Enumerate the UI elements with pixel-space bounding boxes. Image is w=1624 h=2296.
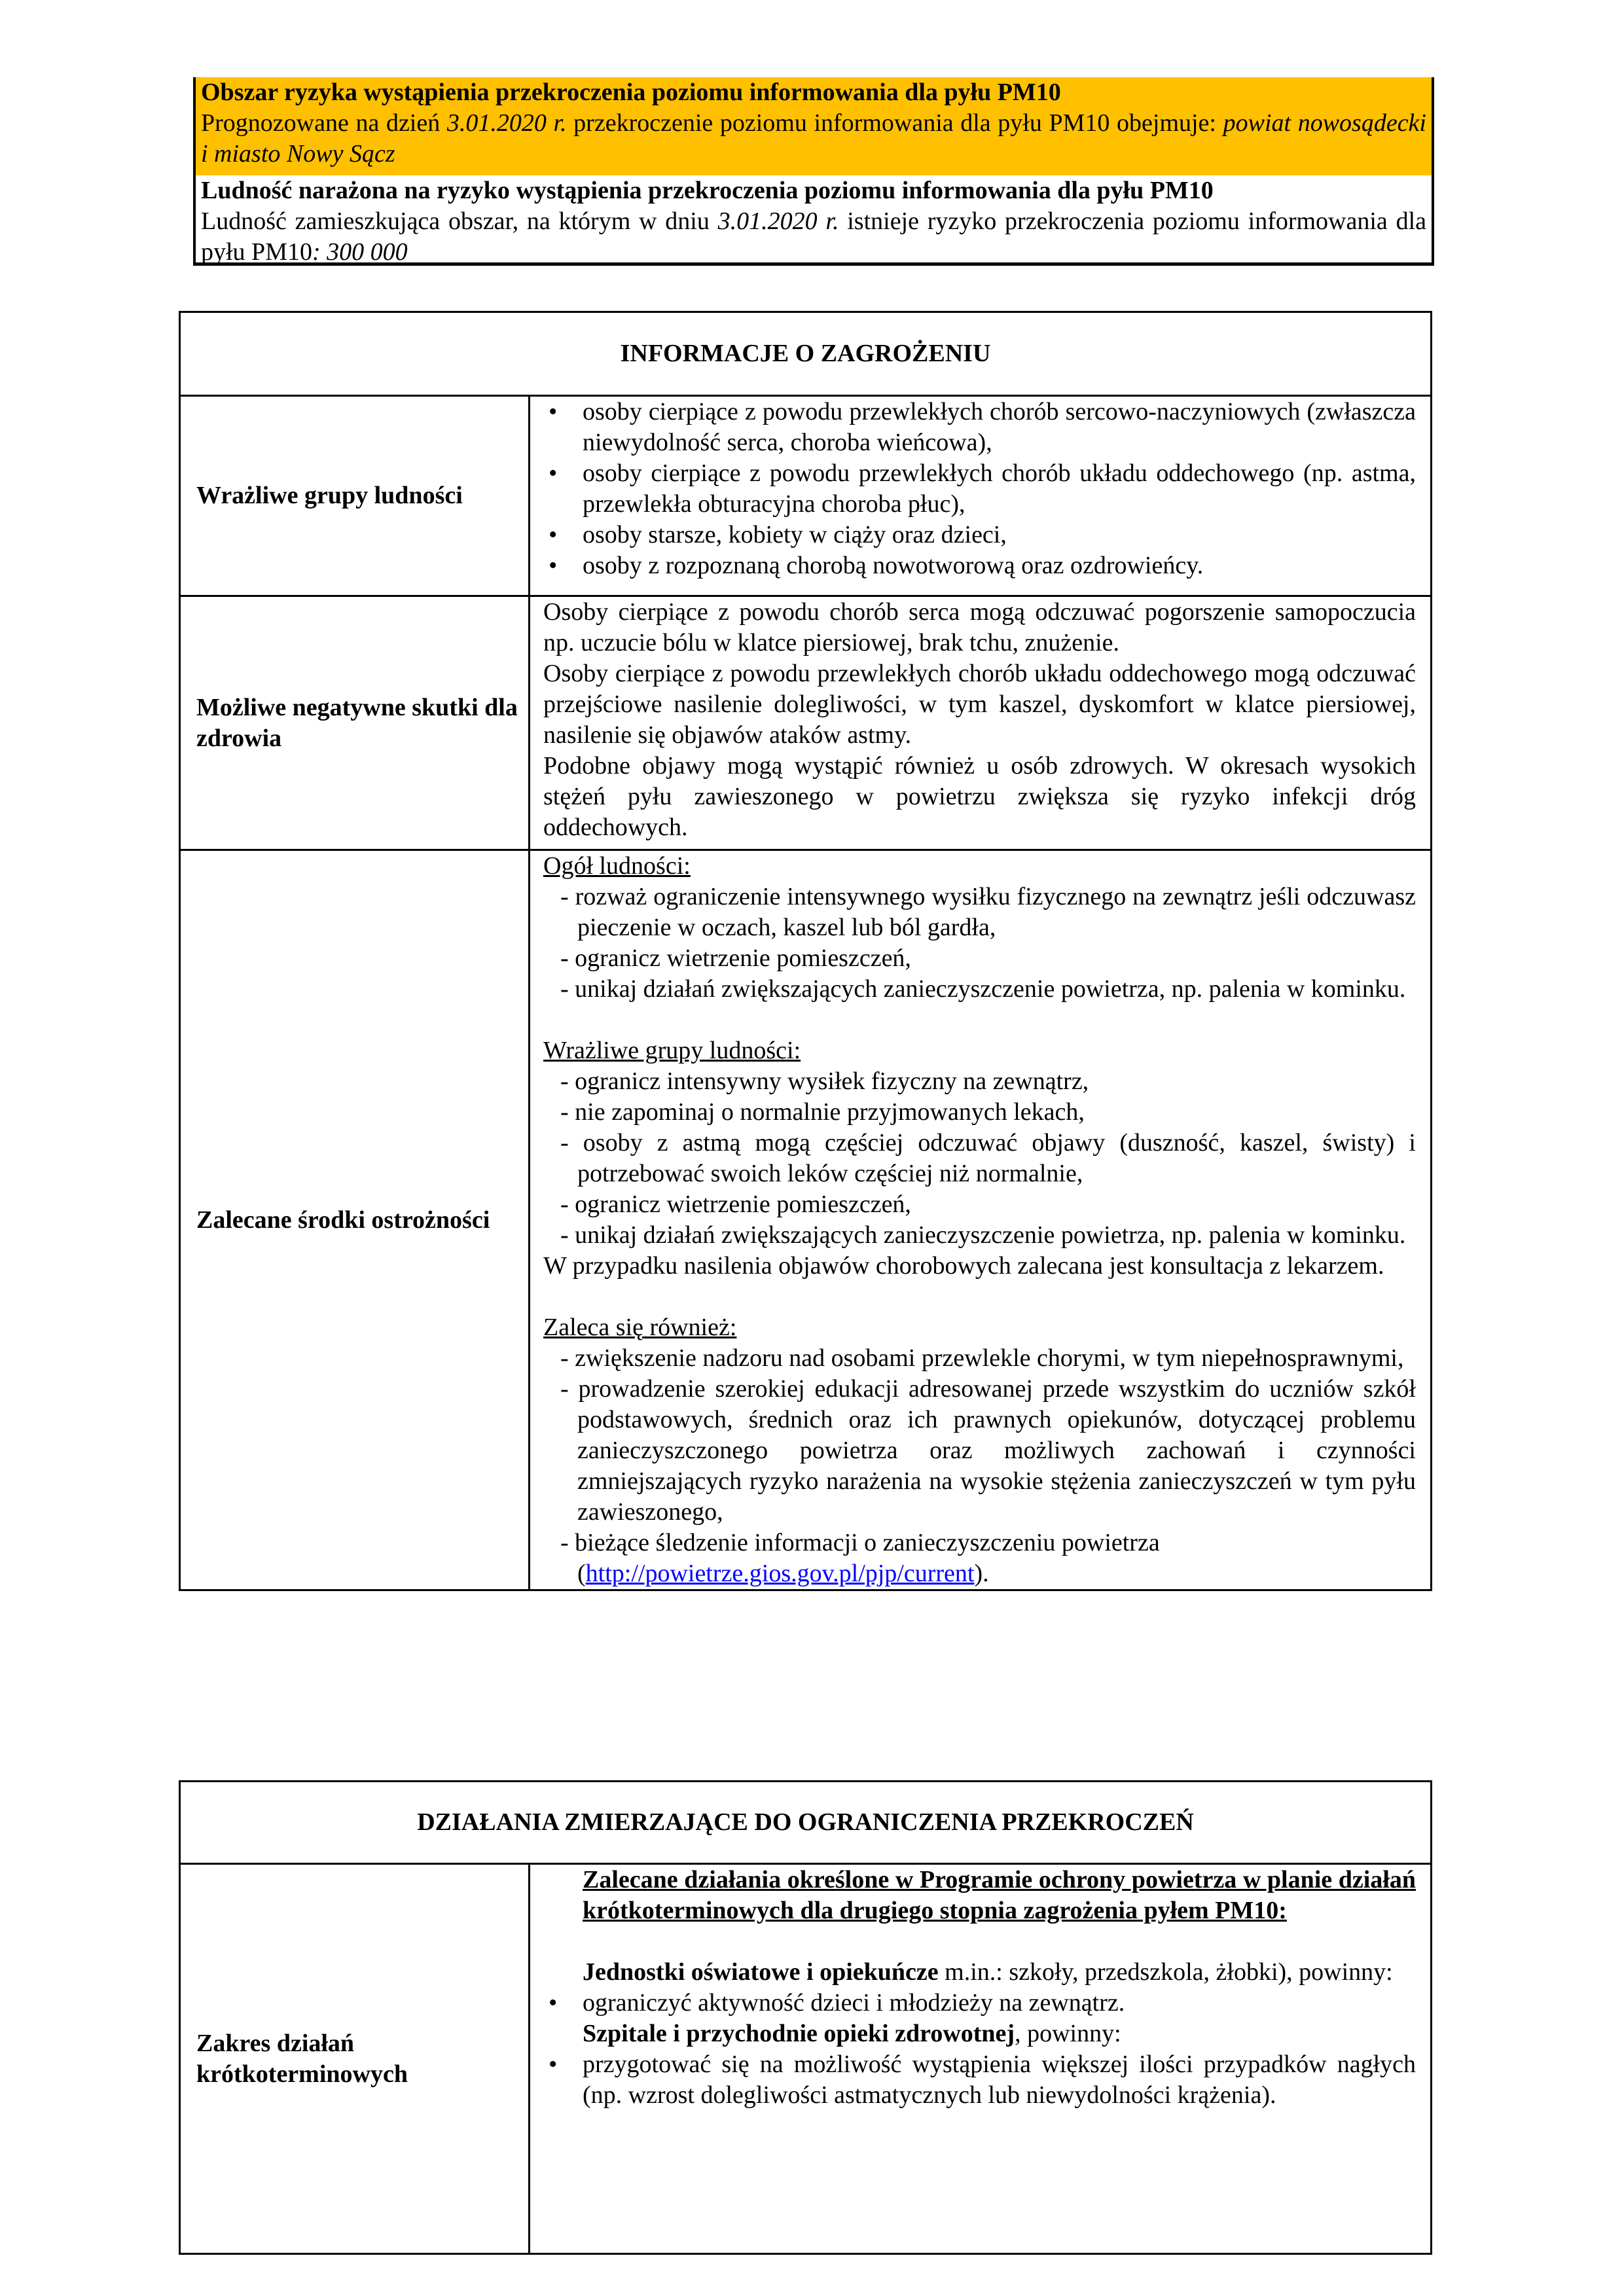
- also-item: - zwiększenie nadzoru nad osobami przewlekle chorymi, w tym niepełnosprawnymi,: [560, 1344, 1404, 1372]
- precautions-cell: [530, 850, 1432, 1590]
- hospitals-rest: , powinny:: [1015, 2020, 1121, 2047]
- population-title: Ludność narażona na ryzyko wystąpienia przekroczenia poziomu informowania dla pyłu PM10: [201, 177, 1214, 204]
- sensitive-groups-cell: [530, 396, 1432, 596]
- hospitals-list: [543, 2049, 1416, 2111]
- link-close-paren: ).: [974, 1560, 989, 1587]
- consult-note: W przypadku nasilenia objawów chorobowych zalecana jest konsultacja z lekarzem.: [543, 1252, 1384, 1280]
- schools-rest: m.in.: szkoły, przedszkola, żłobki), powinny:: [938, 1958, 1393, 1986]
- sensitive-item: - osoby z astmą mogą częściej odczuwać objawy (duszność, kaszel, świsty) i potrzebować swoich leków częściej niż normalnie,: [560, 1129, 1416, 1187]
- health-effects-label: Możliwe negatywne skutki dla zdrowia: [180, 596, 530, 850]
- threat-info-table: [179, 311, 1432, 1591]
- list-item: • przygotować się na możliwość wystąpienia większej ilości przypadków nagłych (np. wzrost dolegliwości astmatycznych lub niewydolności krążenia).: [543, 2049, 1416, 2111]
- risk-area-title: Obszar ryzyka wystąpienia przekroczenia poziomu informowania dla pyłu PM10: [201, 79, 1061, 106]
- population-value: : 300 000: [312, 238, 408, 266]
- forecast-mid: przekroczenie poziomu informowania dla pyłu PM10 obejmuje:: [566, 109, 1223, 137]
- general-item: - ogranicz wietrzenie pomieszczeń,: [560, 944, 911, 972]
- also-item: - prowadzenie szerokiej edukacji adresowanej przede wszystkim do uczniów szkół podstawowych, średnich oraz ich prawnych opiekunów, dotyczącej problemu zanieczyszczonego powietrza oraz możliwych zachowań i czynności zmniejszających ryzyko narażenia na wysokie stężenia zanieczyszczeń w tym pyłu zawieszonego,: [560, 1375, 1416, 1526]
- risk-area-box: [193, 77, 1434, 266]
- schools-list: [543, 1988, 1416, 2018]
- sensitive-item: - nie zapominaj o normalnie przyjmowanych lekach,: [560, 1098, 1085, 1126]
- tracking-item: [560, 1528, 1416, 1589]
- general-item: - unikaj działań zwiększających zanieczyszczenie powietrza, np. palenia w kominku.: [560, 975, 1406, 1003]
- population-mid: istnieje ryzyko przekroczenia poziomu informowania dla pyłu PM10: [201, 207, 1426, 266]
- sensitive-item: - unikaj działań zwiększających zanieczyszczenie powietrza, np. palenia w kominku.: [560, 1221, 1406, 1249]
- precautions-label: Zalecane środki ostrożności: [180, 850, 530, 1590]
- actions-label: Zakres działań krótkoterminowych: [180, 1864, 530, 2254]
- list-item: • osoby cierpiące z powodu przewlekłych chorób sercowo-naczyniowych (zwłaszcza niewydolność serca, choroba wieńcowa),: [543, 397, 1416, 458]
- hospitals-bold: Szpitale i przychodnie opieki zdrowotnej: [583, 2020, 1015, 2047]
- population-section: [196, 175, 1432, 268]
- forecast-area: powiat nowosądecki i miasto Nowy Sącz: [201, 109, 1426, 168]
- risk-area-highlight: [196, 77, 1432, 175]
- forecast-prefix: Prognozowane na dzień: [201, 109, 447, 137]
- schools-bold: Jednostki oświatowe i opiekuńcze: [583, 1958, 939, 1986]
- general-item: - rozważ ograniczenie intensywnego wysiłku fizycznego na zewnątrz jeśli odczuwasz pieczenie w oczach, kaszel lub ból gardła,: [560, 883, 1416, 941]
- gios-link[interactable]: http://powietrze.gios.gov.pl/pjp/current: [585, 1560, 975, 1587]
- health-effects-paragraph: Osoby cierpiące z powodu przewlekłych chorób układu oddechowego mogą odczuwać przejściowe nasilenie dolegliwości, w tym kaszel, dyskomfort w klatce piersiowej, nasilenie się objawów ataków astmy.: [543, 660, 1416, 749]
- tracking-prefix: - bieżące śledzenie informacji o zanieczyszczeniu powietrza: [560, 1529, 1160, 1556]
- actions-table: [179, 1780, 1432, 2255]
- link-open-paren: (: [577, 1560, 586, 1587]
- sensitive-heading: Wrażliwe grupy ludności:: [543, 1037, 801, 1064]
- health-effects-paragraph: Podobne objawy mogą wystąpić również u osób zdrowych. W okresach wysokich stężeń pyłu zawieszonego w powietrzu zwiększa się ryzyko infekcji dróg oddechowych.: [543, 752, 1416, 841]
- actions-header: DZIAŁANIA ZMIERZAJĄCE DO OGRANICZENIA PRZEKROCZEŃ: [180, 1782, 1432, 1864]
- threat-info-header: INFORMACJE O ZAGROŻENIU: [180, 312, 1432, 396]
- list-item: • osoby z rozpoznaną chorobą nowotworową oraz ozdrowieńcy.: [543, 550, 1416, 581]
- sensitive-item: - ogranicz wietrzenie pomieszczeń,: [560, 1191, 911, 1218]
- list-item: • osoby cierpiące z powodu przewlekłych chorób układu oddechowego (np. astma, przewlekła obturacyjna choroba płuc),: [543, 458, 1416, 520]
- sensitive-groups-list: [543, 397, 1416, 581]
- health-effects-cell: [530, 596, 1432, 850]
- list-item: • ograniczyć aktywność dzieci i młodzieży na zewnątrz.: [543, 1988, 1416, 2018]
- general-heading: Ogół ludności:: [543, 852, 691, 880]
- schools-intro: [543, 1957, 1416, 1988]
- recommended-title: Zalecane działania określone w Programie ochrony powietrza w planie działań krótkoterminowych dla drugiego stopnia zagrożenia pyłem PM10:: [583, 1866, 1416, 1924]
- actions-cell: [530, 1864, 1432, 2254]
- health-effects-paragraph: Osoby cierpiące z powodu chorób serca mogą odczuwać pogorszenie samopoczucia np. uczucie bólu w klatce piersiowej, brak tchu, znużenie.: [543, 598, 1416, 656]
- also-heading: Zaleca się również:: [543, 1314, 737, 1341]
- population-text: [201, 206, 1426, 268]
- list-item: • osoby starsze, kobiety w ciąży oraz dzieci,: [543, 520, 1416, 550]
- hospitals-intro: [543, 2018, 1416, 2049]
- population-prefix: Ludność zamieszkująca obszar, na którym w dniu: [201, 207, 718, 235]
- forecast-text: [201, 108, 1426, 170]
- sensitive-item: - ogranicz intensywny wysiłek fizyczny na zewnątrz,: [560, 1067, 1089, 1095]
- population-date: 3.01.2020 r.: [717, 207, 839, 235]
- forecast-date: 3.01.2020 r.: [446, 109, 567, 137]
- sensitive-groups-label: Wrażliwe grupy ludności: [180, 396, 530, 596]
